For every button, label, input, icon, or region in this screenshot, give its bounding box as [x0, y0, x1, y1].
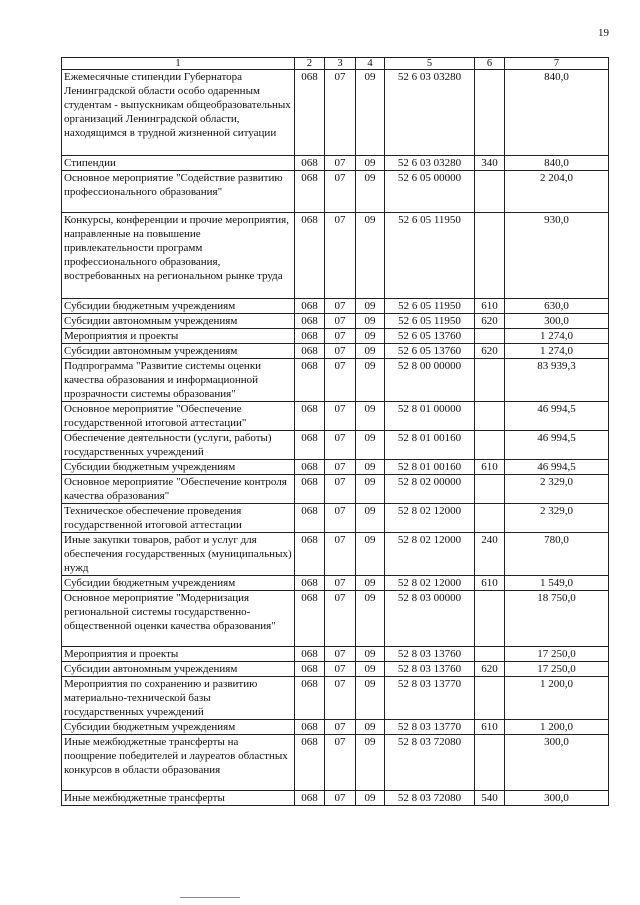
row-section: 07	[325, 791, 356, 806]
row-expense-type: 610	[475, 576, 505, 591]
table-header-row	[62, 58, 609, 70]
row-gov-code: 068	[295, 344, 325, 359]
row-amount: 2 329,0	[505, 475, 609, 504]
row-name: Ежемесячные стипендии Губернатора Ленинградской области особо одаренным студентам - выпускникам общеобразовательных организаций Ленинградской области, находящимся в трудной жизненной ситуации	[62, 70, 295, 156]
table-row	[62, 720, 609, 735]
row-name: Подпрограмма "Развитие системы оценки качества образования и информационной прозрачности системы образования"	[62, 359, 295, 402]
row-name: Стипендии	[62, 156, 295, 171]
budget-table	[61, 57, 609, 806]
row-section: 07	[325, 359, 356, 402]
row-name: Основное мероприятие "Содействие развитию профессионального образования"	[62, 171, 295, 213]
row-target-code: 52 8 03 72080	[385, 735, 475, 791]
row-expense-type	[475, 591, 505, 647]
row-subsection: 09	[356, 576, 385, 591]
table-row	[62, 156, 609, 171]
row-target-code: 52 8 02 12000	[385, 576, 475, 591]
row-amount: 300,0	[505, 735, 609, 791]
row-gov-code: 068	[295, 647, 325, 662]
row-section: 07	[325, 533, 356, 576]
row-amount: 630,0	[505, 299, 609, 314]
row-amount: 46 994,5	[505, 402, 609, 431]
row-target-code: 52 8 03 13760	[385, 647, 475, 662]
table-row	[62, 213, 609, 299]
row-gov-code: 068	[295, 576, 325, 591]
row-section: 07	[325, 677, 356, 720]
row-section: 07	[325, 431, 356, 460]
row-target-code: 52 8 01 00160	[385, 431, 475, 460]
table-row	[62, 791, 609, 806]
row-gov-code: 068	[295, 359, 325, 402]
row-gov-code: 068	[295, 533, 325, 576]
table-row	[62, 504, 609, 533]
row-section: 07	[325, 213, 356, 299]
row-expense-type	[475, 329, 505, 344]
row-target-code: 52 6 05 11950	[385, 213, 475, 299]
row-gov-code: 068	[295, 791, 325, 806]
row-name: Конкурсы, конференции и прочие мероприятия, направленные на повышение привлекательности программ профессионального образования, востребованных на региональном рынке труда	[62, 213, 295, 299]
row-expense-type: 540	[475, 791, 505, 806]
row-expense-type	[475, 213, 505, 299]
row-amount: 83 939,3	[505, 359, 609, 402]
row-gov-code: 068	[295, 156, 325, 171]
row-gov-code: 068	[295, 171, 325, 213]
row-amount: 1 549,0	[505, 576, 609, 591]
row-name: Субсидии бюджетным учреждениям	[62, 576, 295, 591]
row-section: 07	[325, 299, 356, 314]
row-target-code: 52 8 00 00000	[385, 359, 475, 402]
table-row	[62, 576, 609, 591]
row-subsection: 09	[356, 460, 385, 475]
row-target-code: 52 8 03 13770	[385, 720, 475, 735]
row-subsection: 09	[356, 591, 385, 647]
row-subsection: 09	[356, 299, 385, 314]
row-expense-type: 240	[475, 533, 505, 576]
table-row	[62, 647, 609, 662]
row-target-code: 52 8 03 13760	[385, 662, 475, 677]
row-gov-code: 068	[295, 213, 325, 299]
row-section: 07	[325, 70, 356, 156]
row-target-code: 52 6 05 11950	[385, 299, 475, 314]
row-expense-type	[475, 504, 505, 533]
header-cell: 6	[475, 58, 505, 70]
row-subsection: 09	[356, 314, 385, 329]
row-gov-code: 068	[295, 431, 325, 460]
row-name: Мероприятия и проекты	[62, 647, 295, 662]
row-target-code: 52 8 02 12000	[385, 533, 475, 576]
table-row	[62, 533, 609, 576]
row-subsection: 09	[356, 647, 385, 662]
row-expense-type	[475, 677, 505, 720]
row-amount: 1 274,0	[505, 344, 609, 359]
row-subsection: 09	[356, 662, 385, 677]
page-number: 19	[598, 27, 609, 39]
row-gov-code: 068	[295, 329, 325, 344]
row-section: 07	[325, 314, 356, 329]
row-amount: 17 250,0	[505, 647, 609, 662]
row-gov-code: 068	[295, 314, 325, 329]
row-amount: 780,0	[505, 533, 609, 576]
row-subsection: 09	[356, 402, 385, 431]
row-gov-code: 068	[295, 475, 325, 504]
row-expense-type	[475, 359, 505, 402]
row-section: 07	[325, 735, 356, 791]
row-subsection: 09	[356, 791, 385, 806]
table-row	[62, 171, 609, 213]
table-row	[62, 402, 609, 431]
row-target-code: 52 8 02 00000	[385, 475, 475, 504]
row-expense-type	[475, 171, 505, 213]
row-target-code: 52 6 05 13760	[385, 329, 475, 344]
row-expense-type	[475, 475, 505, 504]
row-expense-type	[475, 647, 505, 662]
row-name: Основное мероприятие "Модернизация региональной системы государственно-общественной оценки качества образования"	[62, 591, 295, 647]
row-amount: 300,0	[505, 314, 609, 329]
row-subsection: 09	[356, 475, 385, 504]
row-expense-type	[475, 431, 505, 460]
row-name: Субсидии бюджетным учреждениям	[62, 299, 295, 314]
row-expense-type: 610	[475, 720, 505, 735]
row-name: Обеспечение деятельности (услуги, работы) государственных учреждений	[62, 431, 295, 460]
row-subsection: 09	[356, 735, 385, 791]
row-amount: 17 250,0	[505, 662, 609, 677]
table-row	[62, 314, 609, 329]
header-cell: 1	[62, 58, 295, 70]
row-section: 07	[325, 329, 356, 344]
row-target-code: 52 8 03 13770	[385, 677, 475, 720]
row-expense-type	[475, 402, 505, 431]
header-cell: 4	[356, 58, 385, 70]
row-section: 07	[325, 647, 356, 662]
row-gov-code: 068	[295, 591, 325, 647]
row-amount: 840,0	[505, 156, 609, 171]
row-amount: 18 750,0	[505, 591, 609, 647]
row-name: Техническое обеспечение проведения государственной итоговой аттестации	[62, 504, 295, 533]
row-target-code: 52 6 03 03280	[385, 70, 475, 156]
row-target-code: 52 6 05 00000	[385, 171, 475, 213]
table-row	[62, 344, 609, 359]
row-name: Субсидии автономным учреждениям	[62, 314, 295, 329]
row-amount: 46 994,5	[505, 460, 609, 475]
row-target-code: 52 8 01 00000	[385, 402, 475, 431]
row-amount: 2 329,0	[505, 504, 609, 533]
row-section: 07	[325, 504, 356, 533]
row-subsection: 09	[356, 677, 385, 720]
table-row	[62, 475, 609, 504]
row-subsection: 09	[356, 431, 385, 460]
row-target-code: 52 8 01 00160	[385, 460, 475, 475]
row-expense-type	[475, 735, 505, 791]
row-subsection: 09	[356, 533, 385, 576]
row-name: Иные межбюджетные трансферты на поощрение победителей и лауреатов областных конкурсов в области образования	[62, 735, 295, 791]
row-expense-type: 340	[475, 156, 505, 171]
table-row	[62, 329, 609, 344]
row-name: Иные межбюджетные трансферты	[62, 791, 295, 806]
table-row	[62, 70, 609, 156]
row-name: Мероприятия по сохранению и развитию материально-технической базы государственных учреждений	[62, 677, 295, 720]
row-expense-type: 620	[475, 314, 505, 329]
header-cell: 3	[325, 58, 356, 70]
row-name: Субсидии бюджетным учреждениям	[62, 460, 295, 475]
row-section: 07	[325, 720, 356, 735]
row-section: 07	[325, 460, 356, 475]
table-row	[62, 677, 609, 720]
table-row	[62, 735, 609, 791]
table-row	[62, 299, 609, 314]
row-subsection: 09	[356, 720, 385, 735]
table-row	[62, 662, 609, 677]
row-amount: 840,0	[505, 70, 609, 156]
row-gov-code: 068	[295, 504, 325, 533]
row-gov-code: 068	[295, 299, 325, 314]
row-gov-code: 068	[295, 662, 325, 677]
row-subsection: 09	[356, 329, 385, 344]
row-name: Основное мероприятие "Обеспечение контроля качества образования"	[62, 475, 295, 504]
header-cell: 5	[385, 58, 475, 70]
footer-rule	[180, 897, 240, 898]
header-cell: 7	[505, 58, 609, 70]
row-subsection: 09	[356, 171, 385, 213]
row-section: 07	[325, 156, 356, 171]
row-section: 07	[325, 344, 356, 359]
row-gov-code: 068	[295, 677, 325, 720]
row-gov-code: 068	[295, 402, 325, 431]
row-amount: 300,0	[505, 791, 609, 806]
row-gov-code: 068	[295, 70, 325, 156]
table-row	[62, 359, 609, 402]
row-subsection: 09	[356, 156, 385, 171]
row-gov-code: 068	[295, 460, 325, 475]
table-row	[62, 431, 609, 460]
row-name: Мероприятия и проекты	[62, 329, 295, 344]
row-section: 07	[325, 475, 356, 504]
table-row	[62, 460, 609, 475]
row-target-code: 52 6 03 03280	[385, 156, 475, 171]
row-amount: 930,0	[505, 213, 609, 299]
row-name: Иные закупки товаров, работ и услуг для обеспечения государственных (муниципальных) нужд	[62, 533, 295, 576]
row-name: Субсидии автономным учреждениям	[62, 662, 295, 677]
row-section: 07	[325, 171, 356, 213]
row-target-code: 52 6 05 13760	[385, 344, 475, 359]
row-subsection: 09	[356, 70, 385, 156]
row-expense-type: 610	[475, 299, 505, 314]
header-cell: 2	[295, 58, 325, 70]
row-target-code: 52 8 02 12000	[385, 504, 475, 533]
row-name: Субсидии автономным учреждениям	[62, 344, 295, 359]
row-expense-type: 620	[475, 662, 505, 677]
row-amount: 1 200,0	[505, 677, 609, 720]
row-section: 07	[325, 576, 356, 591]
row-amount: 1 200,0	[505, 720, 609, 735]
row-target-code: 52 8 03 00000	[385, 591, 475, 647]
row-expense-type: 620	[475, 344, 505, 359]
row-gov-code: 068	[295, 735, 325, 791]
row-subsection: 09	[356, 504, 385, 533]
row-amount: 1 274,0	[505, 329, 609, 344]
table-row	[62, 591, 609, 647]
row-name: Субсидии бюджетным учреждениям	[62, 720, 295, 735]
row-target-code: 52 8 03 72080	[385, 791, 475, 806]
row-amount: 2 204,0	[505, 171, 609, 213]
row-target-code: 52 6 05 11950	[385, 314, 475, 329]
row-section: 07	[325, 402, 356, 431]
row-expense-type: 610	[475, 460, 505, 475]
row-amount: 46 994,5	[505, 431, 609, 460]
row-subsection: 09	[356, 213, 385, 299]
row-gov-code: 068	[295, 720, 325, 735]
row-section: 07	[325, 591, 356, 647]
row-subsection: 09	[356, 344, 385, 359]
row-expense-type	[475, 70, 505, 156]
row-section: 07	[325, 662, 356, 677]
row-subsection: 09	[356, 359, 385, 402]
row-name: Основное мероприятие "Обеспечение государственной итоговой аттестации"	[62, 402, 295, 431]
